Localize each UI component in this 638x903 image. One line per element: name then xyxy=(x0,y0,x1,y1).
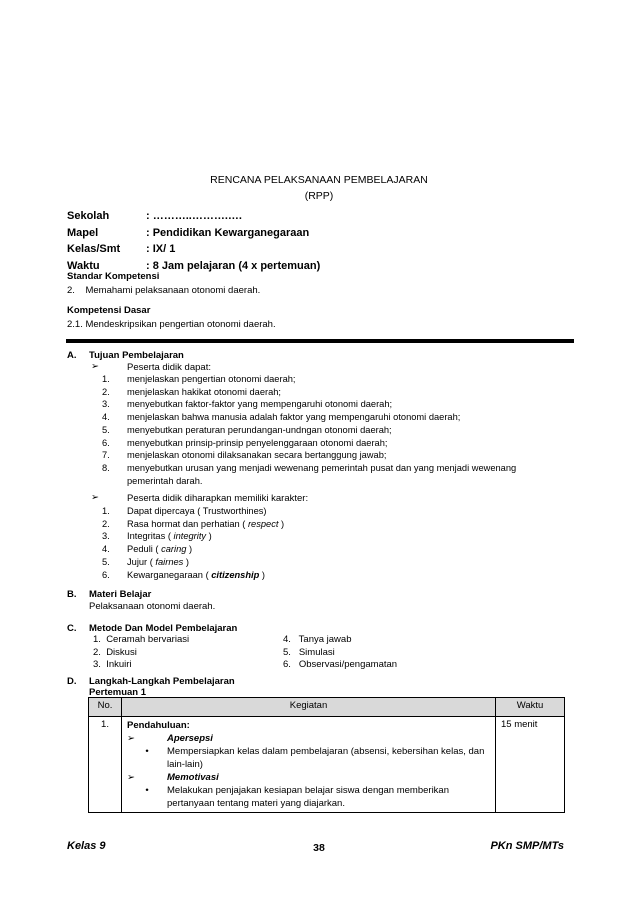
title-line-1: RENCANA PELAKSANAAN PEMBELAJARAN xyxy=(210,174,428,186)
materi-text: Pelaksanaan otonomi daerah. xyxy=(89,601,216,612)
method-item: 4. Tanya jawab xyxy=(283,634,352,645)
item-number: 6. xyxy=(102,569,110,580)
item-number: 7. xyxy=(102,450,110,461)
table-header-waktu: Waktu xyxy=(496,698,565,717)
arrow-bullet-icon: ➢ xyxy=(91,361,99,372)
identity-label: Mapel xyxy=(67,226,99,239)
section-title: Materi Belajar xyxy=(89,589,152,600)
item-text: menjelaskan pengertian otonomi daerah; xyxy=(127,374,296,384)
item-number: 3. xyxy=(102,531,110,542)
method-item: 1. Ceramah bervariasi xyxy=(93,634,190,645)
item-text-pre: Jujur ( xyxy=(127,556,156,567)
list-item xyxy=(102,462,542,487)
list-item xyxy=(102,411,542,424)
identity-label: Sekolah xyxy=(67,210,110,222)
method-item: 5. Simulasi xyxy=(283,646,335,658)
item-text-pre: Peduli ( xyxy=(127,544,162,555)
item-number: 2. xyxy=(102,386,110,397)
objectives-intro: Peserta didik dapat: xyxy=(127,362,211,373)
item-text xyxy=(127,556,542,569)
activity-item-text: Mempersiapkan kelas dalam pembelajaran (absensi, kebersihan kelas, dan lain-lain) xyxy=(167,746,485,770)
list-item xyxy=(102,373,542,386)
standar-text: 2. Memahami pelaksanaan otonomi daerah. xyxy=(67,285,261,296)
item-text xyxy=(127,543,542,556)
table-header-kegiatan: Kegiatan xyxy=(122,698,496,717)
activity-sub xyxy=(127,771,490,784)
arrow-bullet-icon: ➢ xyxy=(91,492,99,503)
list-item xyxy=(102,530,542,543)
identity-label: Kelas/Smt xyxy=(67,243,121,255)
method-item: 3. Inkuiri xyxy=(93,659,132,671)
item-number: 6. xyxy=(102,437,110,448)
activity-sub xyxy=(127,732,490,745)
standar-kompetensi xyxy=(67,270,260,298)
item-text-em: caring xyxy=(161,544,187,555)
identity-value: : 8 Jam pelajaran (4 x pertemuan) xyxy=(146,259,321,272)
activity-item-text: Melakukan penjajakan kesiapan belajar siswa dengan memberikan pertanyaan tentang materi yang diajarkan. xyxy=(167,785,450,809)
activity-item xyxy=(127,784,490,810)
method-item: 2. Diskusi xyxy=(93,646,137,658)
table-row xyxy=(89,717,565,813)
methods-left xyxy=(93,634,189,672)
row-number: 1. xyxy=(89,717,122,813)
item-text-post: ) xyxy=(206,531,212,542)
item-text xyxy=(127,518,542,531)
item-number: 4. xyxy=(102,544,110,555)
row-activity xyxy=(122,717,496,813)
item-number: 1. xyxy=(102,506,110,516)
character-intro: Peserta didik diharapkan memiliki karakter: xyxy=(127,493,309,504)
identity-value: : Pendidikan Kewarganegaraan xyxy=(146,226,310,239)
footer-class: Kelas 9 xyxy=(67,840,106,852)
kompetensi-heading: Kompetensi Dasar xyxy=(67,305,151,316)
item-text: menyebutkan urusan yang menjadi wewenang pemerintah pusat dan yang menjadi wewenang pemerintah darah. xyxy=(127,462,517,486)
standar-heading: Standar Kompetensi xyxy=(67,271,160,282)
activity-sub-title: Memotivasi xyxy=(167,772,219,783)
list-item xyxy=(102,424,542,437)
character-list xyxy=(102,505,542,581)
section-letter: D. xyxy=(67,676,77,687)
methods-right xyxy=(283,634,397,672)
item-number: 5. xyxy=(102,556,110,567)
bullet-dot-icon: • xyxy=(145,785,149,796)
item-number: 5. xyxy=(102,424,110,435)
section-title: Langkah-Langkah Pembelajaran xyxy=(89,676,235,687)
list-item xyxy=(102,398,542,411)
identity-row xyxy=(67,225,320,242)
item-number: 3. xyxy=(102,399,110,410)
item-text: menjelaskan bahwa manusia adalah faktor yang mempengaruhi otonomi daerah; xyxy=(127,412,461,423)
item-text-em: integrity xyxy=(173,531,207,542)
identity-row xyxy=(67,208,320,225)
item-number: 8. xyxy=(102,462,110,473)
page-number: 38 xyxy=(313,842,325,854)
list-item xyxy=(102,505,542,518)
list-item xyxy=(102,386,542,399)
item-text-post: ) xyxy=(259,569,265,580)
item-text xyxy=(127,569,542,582)
item-text-post: ) xyxy=(278,518,285,529)
activity-sub-title: Apersepsi xyxy=(167,733,213,744)
item-text xyxy=(127,530,542,543)
section-letter: A. xyxy=(67,350,77,361)
item-text-pre: Integritas ( xyxy=(127,531,174,542)
item-text-em: citizenship xyxy=(211,569,260,580)
kompetensi-dasar xyxy=(67,304,276,332)
title-line-2: (RPP) xyxy=(304,190,334,202)
item-number: 2. xyxy=(102,518,110,529)
arrow-bullet-icon: ➢ xyxy=(127,733,135,744)
meeting-label: Pertemuan 1 xyxy=(89,687,147,698)
activity-title: Pendahuluan: xyxy=(127,720,190,731)
identity-value: : IX/ 1 xyxy=(146,243,176,255)
divider-rule xyxy=(66,339,574,343)
identity-value: : ………..……….…. xyxy=(146,210,242,222)
item-text-pre: Kewarganegaraan ( xyxy=(127,569,212,580)
document-title xyxy=(0,172,638,204)
item-text-pre: Rasa hormat dan perhatian ( xyxy=(127,518,248,529)
item-text: menyebutkan prinsip-prinsip penyelenggaraan otonomi daerah; xyxy=(127,437,388,448)
list-item xyxy=(102,437,542,450)
list-item xyxy=(102,518,542,531)
kompetensi-text: 2.1. Mendeskripsikan pengertian otonomi daerah. xyxy=(67,319,276,330)
arrow-bullet-icon: ➢ xyxy=(127,772,135,783)
item-text-em: fairnes xyxy=(155,556,184,567)
method-item: 6. Observasi/pengamatan xyxy=(283,659,398,671)
table-header-row xyxy=(89,698,565,717)
item-text: menyebutkan faktor-faktor yang mempengaruhi otonomi daerah; xyxy=(127,399,393,410)
item-text: menyebutkan peraturan perundangan-undngan otonomi daerah; xyxy=(127,424,392,435)
section-letter: C. xyxy=(67,623,77,634)
activity-table xyxy=(88,697,565,813)
row-time: 15 menit xyxy=(496,717,565,813)
identity-label: Waktu xyxy=(67,259,100,272)
activity-item xyxy=(127,745,490,771)
section-title: Metode Dan Model Pembelajaran xyxy=(89,623,238,634)
table-header-no: No. xyxy=(89,698,122,717)
list-item xyxy=(102,543,542,556)
list-item xyxy=(102,556,542,569)
bullet-dot-icon: • xyxy=(145,746,149,757)
section-letter: B. xyxy=(67,589,77,600)
objectives-list xyxy=(102,373,542,487)
item-text xyxy=(127,505,542,518)
item-text: menjelaskan hakikat otonomi daerah; xyxy=(127,386,282,397)
identity-row xyxy=(67,241,320,258)
item-text-post: ) xyxy=(186,544,193,555)
identity-block xyxy=(67,208,320,274)
item-text-em: respect xyxy=(247,518,279,529)
footer-subject: PKn SMP/MTs xyxy=(490,840,564,852)
section-title: Tujuan Pembelajaran xyxy=(89,350,184,361)
item-number: 1. xyxy=(102,374,110,384)
item-text-pre: Dapat dipercaya ( Trustworthines) xyxy=(127,506,267,516)
item-text: menjelaskan otonomi dilaksanakan secara bertanggung jawab; xyxy=(127,450,387,461)
item-text-post: ) xyxy=(183,556,190,567)
list-item xyxy=(102,449,542,462)
list-item xyxy=(102,569,542,582)
item-number: 4. xyxy=(102,412,110,423)
